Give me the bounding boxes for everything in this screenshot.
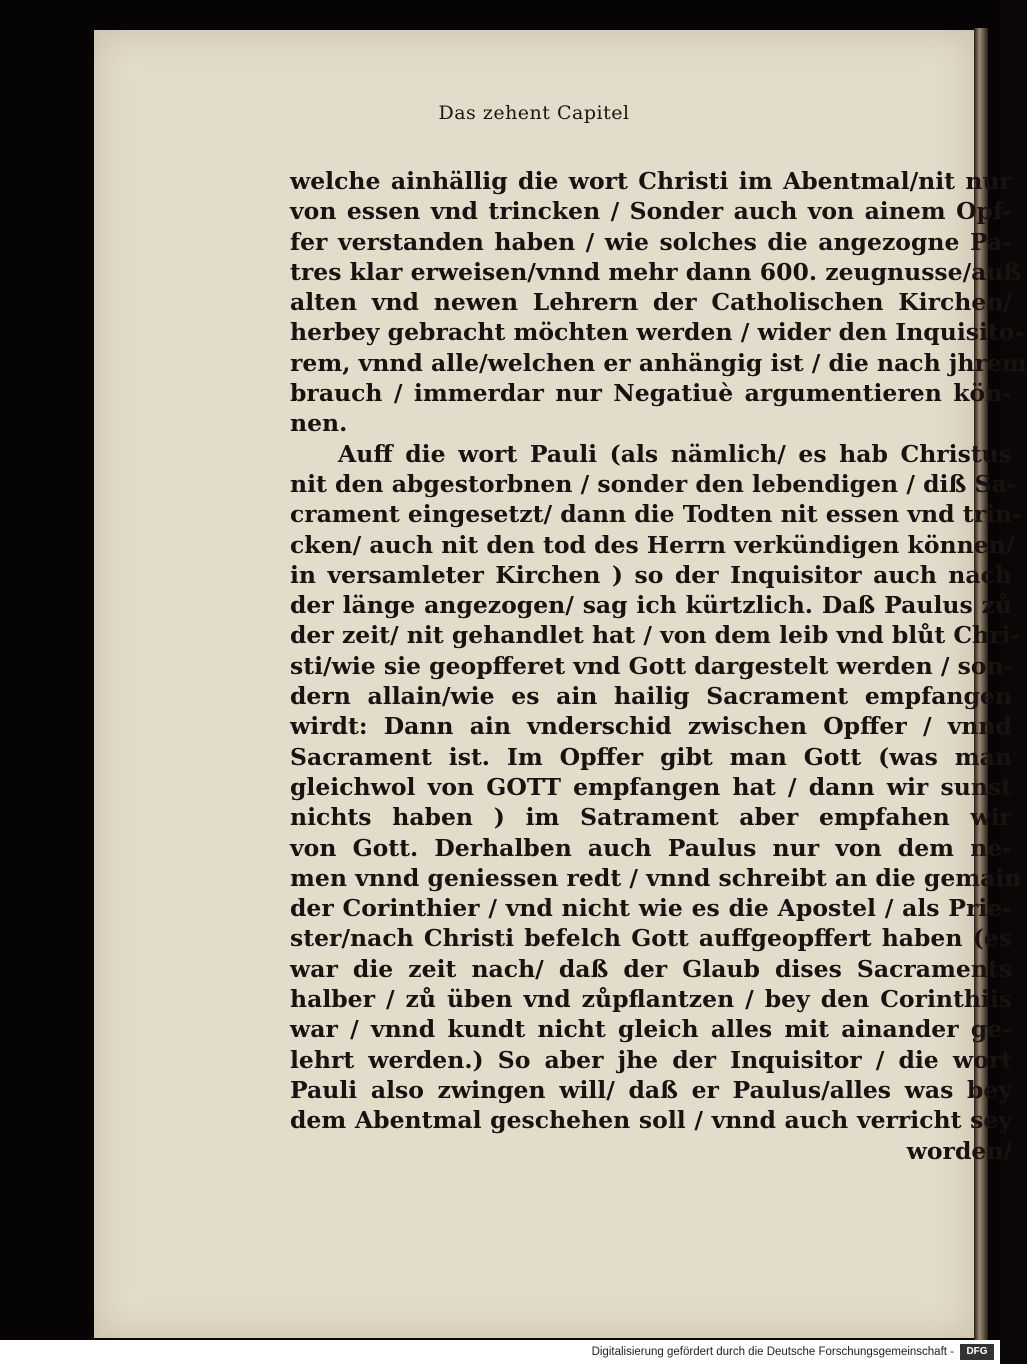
text-line: wirdt: Dann ain vnderschid zwischen Opffer / vnnd bbox=[290, 712, 1012, 741]
text-line: cken/ auch nit den tod des Herrn verkündigen können/ bbox=[290, 530, 1015, 559]
text-line: der Corinthier / vnd nicht wie es die Apostel / als Prie- bbox=[290, 894, 1012, 923]
text-line: dem Abentmal geschehen soll / vnnd auch verricht sey bbox=[290, 1106, 1012, 1135]
text-line: gleichwol von GOTT empfangen hat / dann wir sunst bbox=[290, 772, 1012, 801]
text-line: Pauli also zwingen will/ daß er Paulus/alles was bey bbox=[290, 1075, 1012, 1104]
text-line: lehrt werden.) So aber jhe der Inquisitor / die wort bbox=[290, 1045, 1012, 1074]
text-line: Sacrament ist. Im Opffer gibt man Gott (was man bbox=[290, 742, 1012, 771]
text-line: in versamleter Kirchen ) so der Inquisitor auch nach bbox=[290, 560, 1012, 589]
text-line: rem, vnnd alle/welchen er anhängig ist / die nach jhrem bbox=[290, 348, 1027, 377]
text-line: nichts haben ) im Satrament aber empfahen wir bbox=[290, 803, 1012, 832]
dfg-logo: DFG bbox=[960, 1344, 994, 1360]
text-line: nit den abgestorbnen / sonder den lebendigen / diß Sa- bbox=[290, 469, 1017, 498]
text-line: halber / zů üben vnd zůpflantzen / bey den Corinthiis bbox=[290, 985, 1012, 1014]
text-line: herbey gebracht möchten werden / wider den Inquisito- bbox=[290, 318, 1025, 347]
paragraph-start-line: Auff die wort Pauli (als nämlich/ es hab Christus bbox=[338, 439, 1012, 468]
text-line: sti/wie sie geopfferet vnd Gott dargestelt werden / son- bbox=[290, 651, 1014, 680]
running-head: Das zehent Capitel bbox=[438, 102, 630, 124]
text-line: brauch / immerdar nur Negatiuè argumentieren kön- bbox=[290, 379, 1012, 408]
text-line: tres klar erweisen/vnnd mehr dann 600. zeugnusse/auß bbox=[290, 257, 1022, 286]
text-line: der länge angezogen/ sag ich kürtzlich. Daß Paulus zů bbox=[290, 591, 1012, 620]
text-line: von Gott. Derhalben auch Paulus nur von dem ne- bbox=[290, 833, 1012, 862]
text-line: nen. bbox=[290, 409, 348, 438]
footer-credit: Digitalisierung gefördert durch die Deutsche Forschungsgemeinschaft - bbox=[591, 1346, 954, 1358]
text-line: crament eingesetzt/ dann die Todten nit essen vnd trin- bbox=[290, 500, 1022, 529]
text-line: von essen vnd trincken / Sonder auch von ainem Opf- bbox=[290, 197, 1012, 226]
text-line: war die zeit nach/ daß der Glaub dises Sacraments bbox=[290, 954, 1012, 983]
catchword-line: worden/ bbox=[906, 1136, 1012, 1165]
text-line: war / vnnd kundt nicht gleich alles mit ainander ge- bbox=[290, 1015, 1012, 1044]
text-line: der zeit/ nit gehandlet hat / von dem leib vnd blůt Chri- bbox=[290, 621, 1021, 650]
text-line: men vnnd geniessen redt / vnnd schreibt an die gemain bbox=[290, 863, 1022, 892]
text-line: alten vnd newen Lehrern der Catholischen Kirchen/ bbox=[290, 288, 1012, 317]
text-line: ster/nach Christi befelch Gott auffgeopffert haben (es bbox=[290, 924, 1012, 953]
text-line: fer verstanden haben / wie solches die angezogne Pa- bbox=[290, 227, 1012, 256]
book-page bbox=[94, 30, 1027, 1338]
text-line: welche ainhällig die wort Christi im Abentmal/nit nur bbox=[290, 167, 1012, 195]
text-line: dern allain/wie es ain hailig Sacrament empfangen bbox=[290, 682, 1012, 711]
text-block bbox=[290, 166, 1027, 1166]
